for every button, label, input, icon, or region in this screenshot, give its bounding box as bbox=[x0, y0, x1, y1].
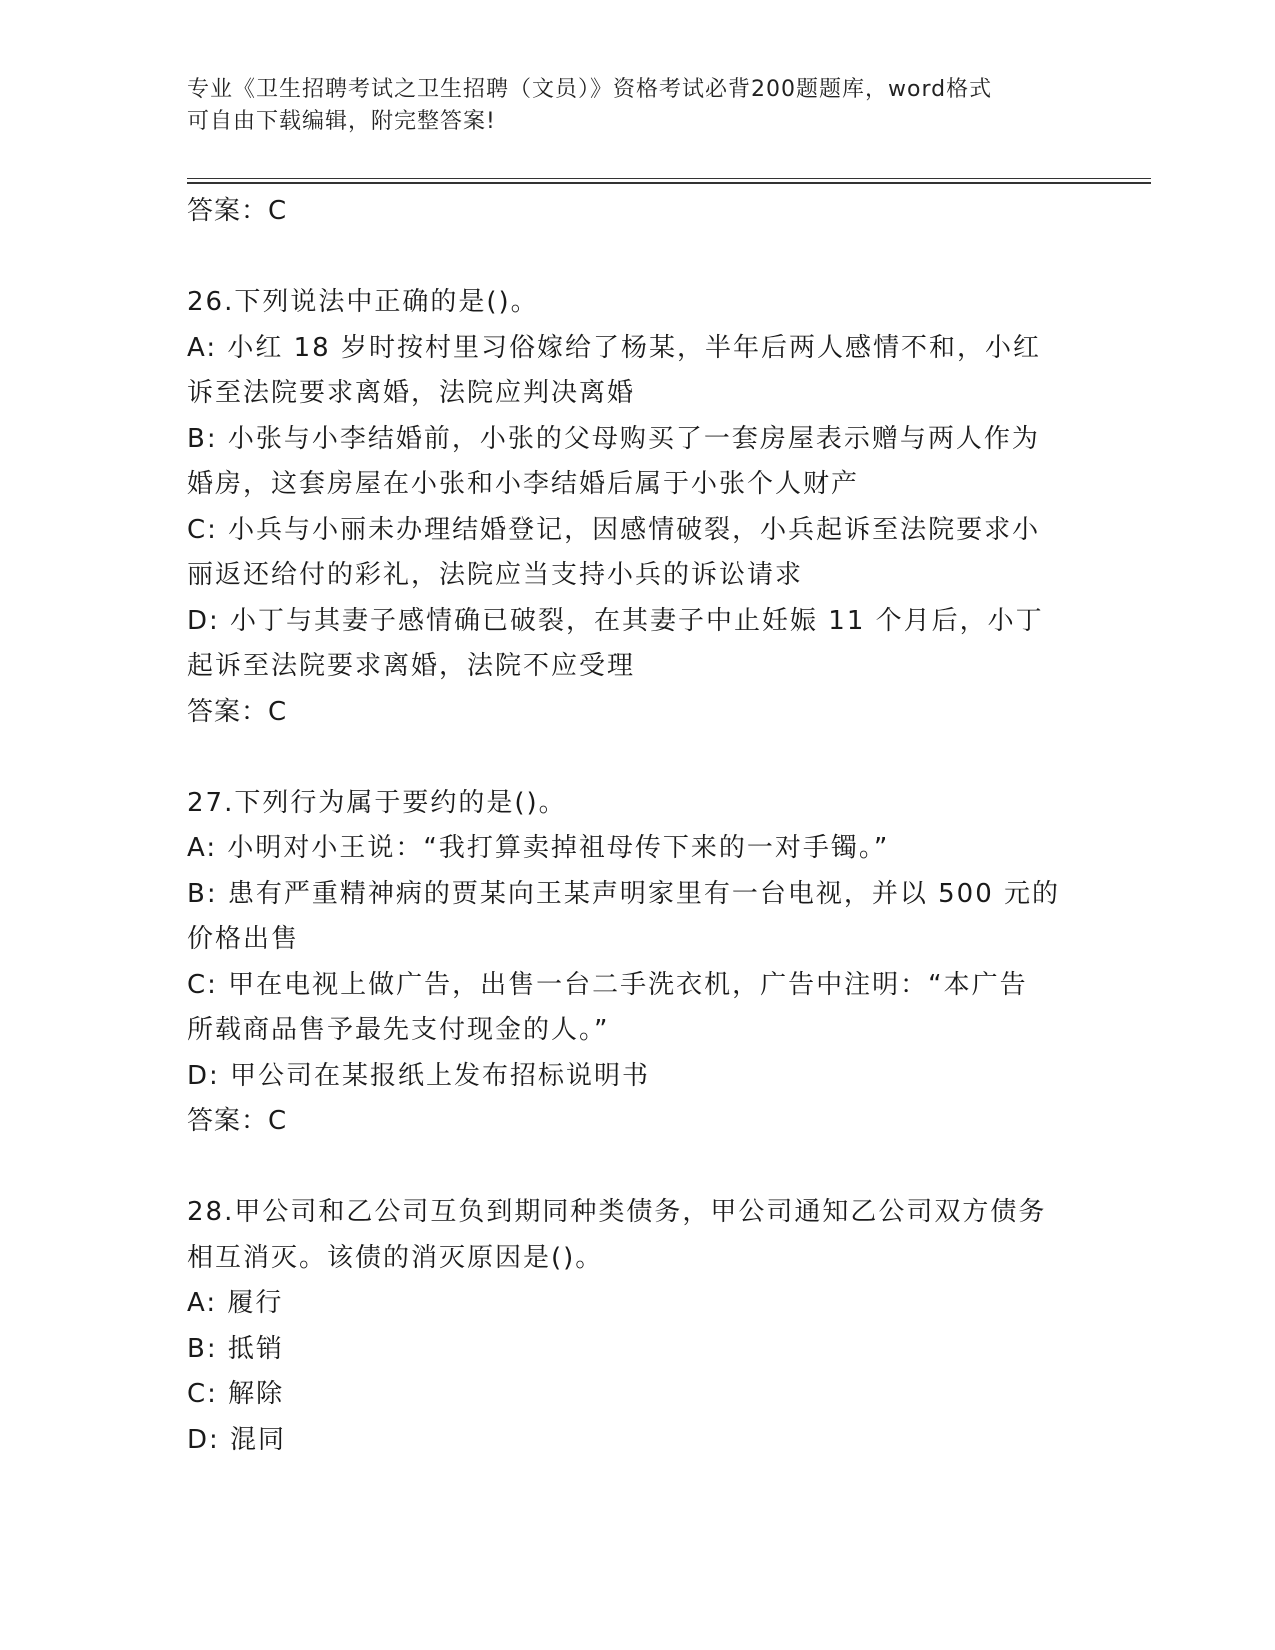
text-line: A: 小明对小王说：“我打算卖掉祖母传下来的一对手镯。” bbox=[187, 833, 890, 863]
spacer bbox=[187, 735, 1087, 781]
text-line: 相互消灭。该债的消灭原因是()。 bbox=[187, 1242, 604, 1273]
spacer bbox=[187, 235, 1087, 281]
document-body bbox=[187, 189, 1087, 1463]
text-line: B: 小张与小李结婚前，小张的父母购买了一套房屋表示赠与两人作为 bbox=[187, 423, 1040, 454]
text-line: 丽返还给付的彩礼，法院应当支持小兵的诉讼请求 bbox=[187, 560, 804, 590]
header-line-1: 专业《卫生招聘考试之卫生招聘（文员）》资格考试必背200题题库，word格式 bbox=[187, 77, 993, 102]
text-line: 价格出售 bbox=[187, 924, 300, 954]
text-line: B: 抵销 bbox=[187, 1333, 284, 1364]
text-line: D: 小丁与其妻子感情确已破裂，在其妻子中止妊娠 11 个月后，小丁 bbox=[187, 605, 1044, 636]
answer-line: 答案：C bbox=[187, 696, 288, 727]
text-line: D: 混同 bbox=[187, 1424, 287, 1455]
spacer bbox=[187, 1145, 1087, 1191]
text-line: 28.甲公司和乙公司互负到期同种类债务，甲公司通知乙公司双方债务 bbox=[187, 1197, 1047, 1227]
text-line: D: 甲公司在某报纸上发布招标说明书 bbox=[187, 1060, 651, 1091]
text-line: 婚房，这套房屋在小张和小李结婚后属于小张个人财产 bbox=[187, 469, 860, 499]
text-line: 起诉至法院要求离婚，法院不应受理 bbox=[187, 651, 636, 681]
text-line: 26.下列说法中正确的是()。 bbox=[187, 287, 539, 317]
document-header bbox=[187, 74, 1067, 138]
text-line: B: 患有严重精神病的贾某向王某声明家里有一台电视，并以 500 元的 bbox=[187, 878, 1061, 909]
text-line: C: 解除 bbox=[187, 1379, 285, 1409]
text-line: A: 履行 bbox=[187, 1288, 284, 1318]
text-line: A: 小红 18 岁时按村里习俗嫁给了杨某，半年后两人感情不和，小红 bbox=[187, 332, 1041, 363]
header-line-2: 可自由下载编辑，附完整答案! bbox=[187, 109, 496, 134]
answer-line: 答案：C bbox=[187, 196, 288, 226]
text-line: 27.下列行为属于要约的是()。 bbox=[187, 787, 567, 818]
answer-line: 答案：C bbox=[187, 1106, 288, 1136]
text-line: 诉至法院要求离婚，法院应判决离婚 bbox=[187, 378, 636, 408]
text-line: C: 小兵与小丽未办理结婚登记，因感情破裂，小兵起诉至法院要求小 bbox=[187, 514, 1041, 545]
text-line: C: 甲在电视上做广告，出售一台二手洗衣机，广告中注明：“本广告 bbox=[187, 969, 1028, 1000]
header-rule-thin bbox=[187, 178, 1151, 179]
header-rule-thick bbox=[187, 182, 1151, 184]
text-line: 所载商品售予最先支付现金的人。” bbox=[187, 1015, 610, 1045]
